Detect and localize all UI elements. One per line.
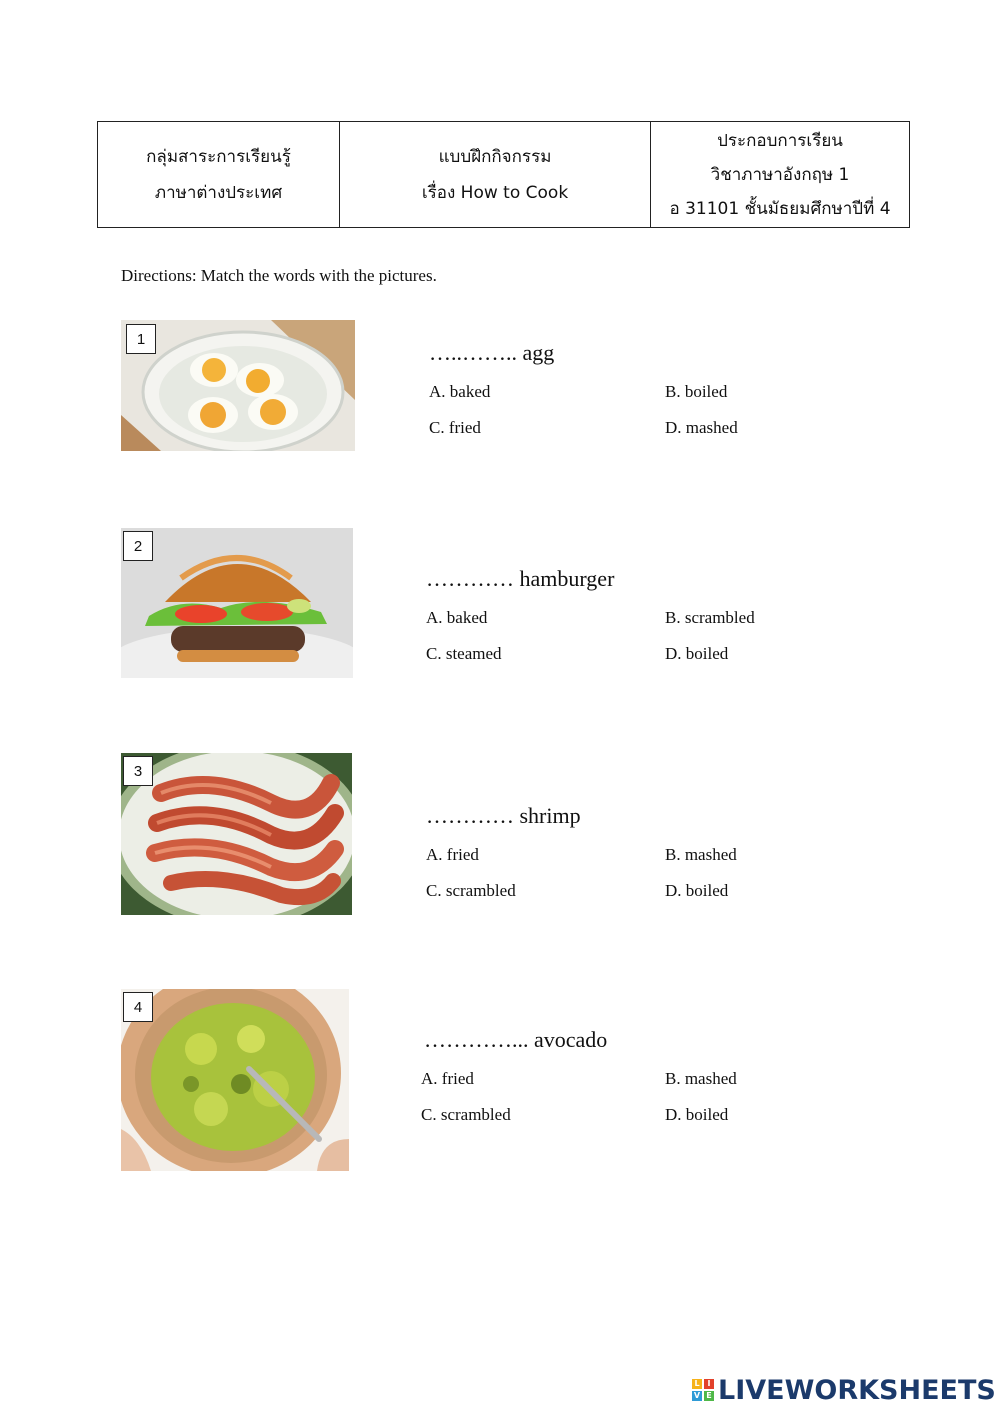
option-d[interactable]: D. boiled — [665, 644, 729, 663]
question-number-badge: 3 — [123, 756, 153, 786]
logo-mark-letter: E — [704, 1391, 714, 1401]
mashed-avocado-photo — [121, 989, 349, 1171]
question-prompt: ………… shrimp — [426, 803, 581, 828]
option-a[interactable]: A. fried — [426, 845, 479, 864]
header-table — [97, 121, 910, 228]
option-b[interactable]: B. mashed — [665, 1069, 737, 1088]
shrimp-photo — [121, 753, 352, 915]
option-c[interactable]: C. scrambled — [421, 1105, 511, 1124]
option-d[interactable]: D. boiled — [665, 881, 729, 900]
question-number-badge: 2 — [123, 531, 153, 561]
option-c[interactable]: C. steamed — [426, 644, 502, 663]
option-a[interactable]: A. baked — [429, 382, 491, 401]
header-course-info: ประกอบการเรียน วิชาภาษาอังกฤษ 1 อ 31101 ชั้นมัธยมศึกษาปีที่ 4 — [651, 122, 910, 228]
option-d[interactable]: D. boiled — [665, 1105, 729, 1124]
header-activity-title: แบบฝึกกิจกรรม เรื่อง How to Cook — [340, 122, 651, 228]
option-b[interactable]: B. mashed — [665, 845, 737, 864]
logo-mark-letter: I — [704, 1379, 714, 1389]
question-prompt: ………… hamburger — [426, 566, 615, 591]
liveworksheets-logo-mark — [692, 1379, 714, 1401]
option-b[interactable]: B. scrambled — [665, 608, 755, 627]
question-prompt: …..…….. agg — [429, 340, 555, 365]
question-number-badge: 4 — [123, 992, 153, 1022]
directions-text: Directions: Match the words with the pictures. — [121, 266, 437, 285]
logo-mark-letter: L — [692, 1379, 702, 1389]
liveworksheets-logo — [692, 1374, 996, 1406]
question-number-badge: 1 — [126, 324, 156, 354]
question-prompt: …………... avocado — [424, 1027, 608, 1052]
logo-text: LIVEWORKSHEETS — [718, 1374, 996, 1406]
option-c[interactable]: C. scrambled — [426, 881, 516, 900]
boiled-eggs-photo — [121, 320, 355, 451]
logo-mark-letter: V — [693, 1391, 701, 1400]
hamburger-photo — [121, 528, 353, 678]
option-b[interactable]: B. boiled — [665, 382, 728, 401]
header-subject-group: กลุ่มสาระการเรียนรู้ ภาษาต่างประเทศ — [98, 122, 340, 228]
option-a[interactable]: A. fried — [421, 1069, 474, 1088]
option-c[interactable]: C. fried — [429, 418, 481, 437]
option-d[interactable]: D. mashed — [665, 418, 738, 437]
option-a[interactable]: A. baked — [426, 608, 488, 627]
